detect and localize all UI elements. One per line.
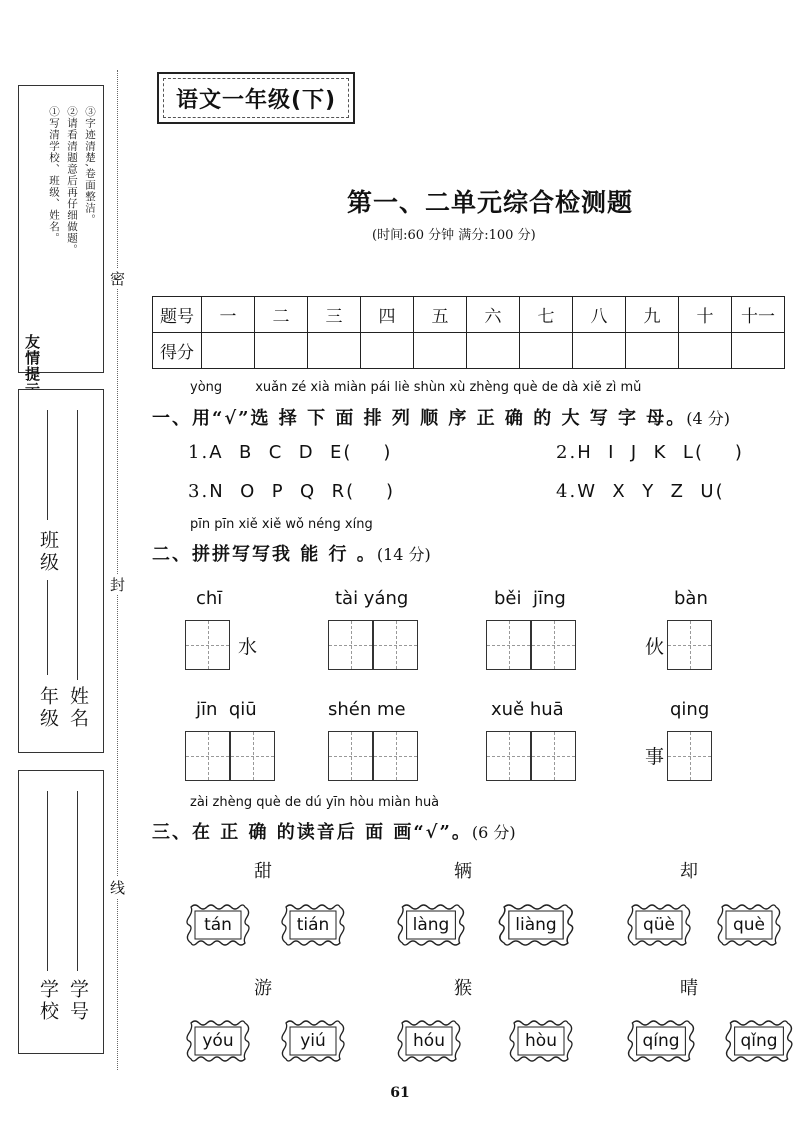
section1-heading [152,404,730,430]
writing-box[interactable] [486,731,531,781]
score-header-cell: 六 [467,297,520,333]
writing-box[interactable] [667,731,712,781]
section1-points: (4 分) [686,409,731,428]
writing-box[interactable] [373,620,418,670]
grade-label: 年级 [37,686,59,730]
option-label: tán [204,915,232,935]
pinyin-option[interactable] [185,1019,251,1063]
school-line [47,791,48,971]
tips-title: 友情提 [25,333,43,383]
tip-1: ①写清学校、班级、姓名。 [48,106,60,244]
score-header-cell: 二 [255,297,308,333]
section3-pinyin: zài zhèng què de dú yīn hòu miàn huà [190,795,440,810]
option-label: liàng [515,915,557,935]
option-label: qǐng [740,1031,778,1051]
s1-item-num: 3. [188,481,210,502]
s2-pinyin: běi jīng [494,588,566,609]
s2-pinyin: tài yáng [335,588,409,609]
s2-pinyin: jīn qiū [196,699,257,720]
score-cell[interactable] [414,333,467,369]
name-label: 姓名 [67,686,89,730]
id-label: 学号 [67,979,89,1023]
s1-item-num: 1. [188,442,210,463]
score-cell[interactable] [202,333,255,369]
name-line [77,410,78,680]
main-title: 第一、二单元综合检测题 [347,188,634,217]
option-label: làng [412,915,450,935]
section1-heading-text: 一、用“√”选 择 下 面 排 列 顺 序 正 确 的 大 写 字 母。 [152,408,687,429]
writing-box[interactable] [185,731,230,781]
option-label: hòu [525,1031,557,1051]
pinyin-option[interactable] [280,903,346,947]
section3-heading [152,818,516,844]
score-header-cell: 一 [202,297,255,333]
score-cell[interactable] [520,333,573,369]
class-line [47,580,48,675]
score-cell[interactable] [467,333,520,369]
writing-box[interactable] [328,731,373,781]
pinyin-option[interactable] [497,903,575,947]
s2-pinyin: xuě huā [491,699,564,720]
class-grade-box [18,389,104,753]
s2-pinyin: shén me [328,699,406,720]
s2-given-char: 水 [238,636,258,658]
score-table-score-row [153,333,785,369]
s3-char: 却 [680,861,698,882]
score-cell[interactable] [626,333,679,369]
s2-given-char: 事 [645,746,665,768]
score-cell[interactable] [732,333,785,369]
pinyin-option[interactable] [396,1019,462,1063]
seal-word-mi: 密 [110,270,126,288]
score-header-cell: 十一 [732,297,785,333]
s1-item-3[interactable] [188,481,395,502]
writing-box[interactable] [230,731,275,781]
pinyin-option[interactable] [508,1019,574,1063]
seal-word-xian: 线 [110,879,126,897]
score-table [152,296,785,369]
score-table-header-row [153,297,785,333]
writing-box[interactable] [328,620,373,670]
option-label: qíng [642,1031,680,1051]
option-label: tián [296,915,330,935]
section2-pinyin: pīn pīn xiě xiě wǒ néng xíng [190,517,373,532]
s2-pinyin: bàn [674,588,708,609]
s1-item-text: W X Y Z U( [577,481,725,502]
writing-box[interactable] [185,620,230,670]
score-header-cell: 三 [308,297,361,333]
writing-box[interactable] [531,731,576,781]
score-cell[interactable] [255,333,308,369]
writing-box[interactable] [373,731,418,781]
score-cell[interactable] [679,333,732,369]
section3-heading-text: 三、在 正 确 的读音后 面 画“√”。 [152,822,472,843]
tip-2: ②请看清题意后再仔细做题。 [66,106,78,256]
writing-box[interactable] [486,620,531,670]
score-header-cell: 七 [520,297,573,333]
section3-points: (6 分) [471,823,516,842]
seal-word-feng: 封 [110,576,126,594]
score-cell[interactable] [573,333,626,369]
s2-pinyin: chī [196,588,223,609]
class-label: 班级 [37,530,59,574]
pinyin-option[interactable] [280,1019,346,1063]
score-header-cell: 题号 [153,297,202,333]
option-label: qüè [642,915,676,935]
s3-char: 辆 [454,861,472,882]
class-line-top [47,410,48,520]
section2-heading [152,540,431,566]
score-header-cell: 八 [573,297,626,333]
s1-item-text: N O P Q R( ) [209,481,396,502]
score-row-label: 得分 [153,333,202,369]
section2-heading-text: 二、拼拼写写我 能 行 。 [152,544,377,565]
writing-box[interactable] [667,620,712,670]
s3-char: 游 [254,978,272,999]
s1-item-text: H I J K L( ) [577,442,744,463]
score-header-cell: 九 [626,297,679,333]
s2-given-char: 伙 [645,636,665,658]
pinyin-option[interactable] [396,903,466,947]
s3-char: 猴 [454,978,472,999]
s1-item-1[interactable] [188,442,392,463]
option-label: hóu [413,1031,445,1051]
writing-box[interactable] [531,620,576,670]
s1-item-4[interactable] [556,481,725,502]
pinyin-option[interactable] [185,903,251,947]
school-label: 学校 [37,979,59,1023]
option-label: yiú [300,1031,326,1051]
section1-pinyin: yòng xuǎn zé xià miàn pái liè shùn xù zhèng què de dà xiě zì mǔ [190,380,642,395]
score-cell[interactable] [308,333,361,369]
page-number: 61 [390,1085,410,1101]
score-header-cell: 四 [361,297,414,333]
option-label: yóu [202,1031,234,1051]
s3-char: 甜 [254,861,272,882]
pinyin-option[interactable] [716,903,782,947]
tip-3: ③字迹清楚,卷面整洁。 [84,106,96,226]
seal-line [117,70,118,1070]
section2-points: (14 分) [376,545,431,564]
subtitle: (时间:60 分钟 满分:100 分) [372,228,536,243]
pinyin-option[interactable] [724,1019,794,1063]
tips-box [18,85,104,383]
s3-char: 晴 [680,978,698,999]
option-label: què [732,915,766,935]
s1-item-num: 4. [556,481,578,502]
s1-item-num: 2. [556,442,578,463]
pinyin-option[interactable] [626,903,692,947]
score-header-cell: 五 [414,297,467,333]
id-line [77,791,78,971]
score-cell[interactable] [361,333,414,369]
school-box [18,770,104,1054]
s1-item-text: A B C D E( ) [209,442,393,463]
score-header-cell: 十 [679,297,732,333]
s2-pinyin: qing [670,699,710,720]
pinyin-option[interactable] [626,1019,696,1063]
s1-item-2[interactable] [556,442,744,463]
book-title: 语文一年级(下) [157,72,355,124]
